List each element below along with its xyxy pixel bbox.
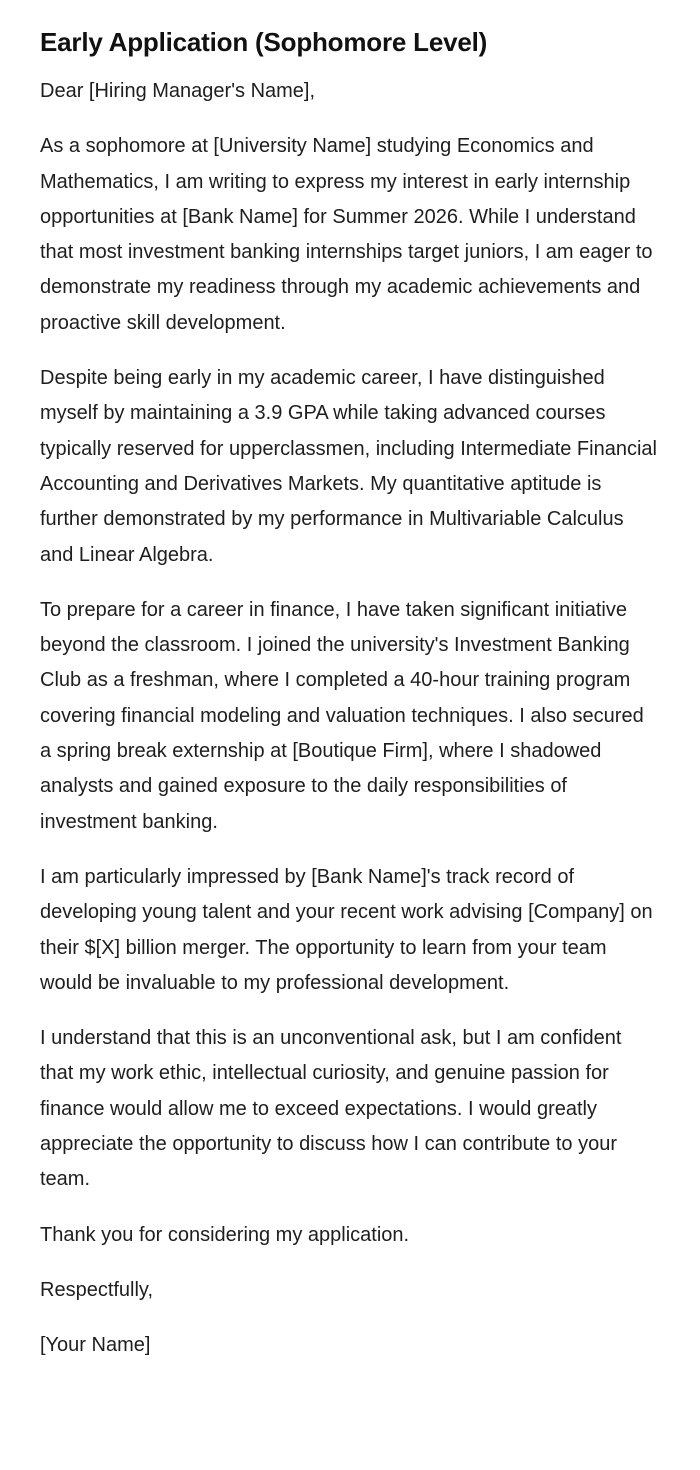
paragraph-thanks: Thank you for considering my application. — [40, 1223, 410, 1246]
salutation: Dear [Hiring Manager's Name], — [40, 80, 316, 102]
paragraph-academics: Despite being early in my academic career, I have distinguished myself by maintaining a 3.9 GPA while taking advanced courses typically reserved for upperclassmen, including Intermediate Financial Accounting and Derivatives Markets. My quantitative aptitude is further demonstrated by my performance in Multivariable Calculus and Linear Algebra. — [40, 367, 657, 566]
closing: Respectfully, — [40, 1278, 154, 1301]
paragraph-initiative: To prepare for a career in finance, I have taken significant initiative beyond the classroom. I joined the university's Investment Banking Club as a freshman, where I completed a 40-hour training program covering financial modeling and valuation techniques. I also secured a spring break externship at [Boutique Firm], where I shadowed analysts and gained exposure to the daily responsibilities of investment banking. — [40, 598, 644, 833]
paragraph-request: I understand that this is an unconventional ask, but I am confident that my work ethic, intellectual curiosity, and genuine passion for finance would allow me to exceed expectations. I would greatly appreciate the opportunity to discuss how I can contribute to your team. — [40, 1027, 622, 1191]
signature: [Your Name] — [40, 1334, 151, 1357]
paragraph-intro: As a sophomore at [University Name] studying Economics and Mathematics, I am writing to express my interest in early internship opportunities at [Bank Name] for Summer 2026. While I understand that most investment banking internships target juniors, I am eager to demonstrate my readiness through my academic achievements and proactive skill development. — [40, 135, 653, 334]
paragraph-bank-interest: I am particularly impressed by [Bank Name]'s track record of developing young talent and your recent work advising [Company] on their $[X] billion merger. The opportunity to learn from your team would be invaluable to my professional development. — [40, 865, 653, 994]
letter-title: Early Application (Sophomore Level) — [40, 27, 488, 57]
